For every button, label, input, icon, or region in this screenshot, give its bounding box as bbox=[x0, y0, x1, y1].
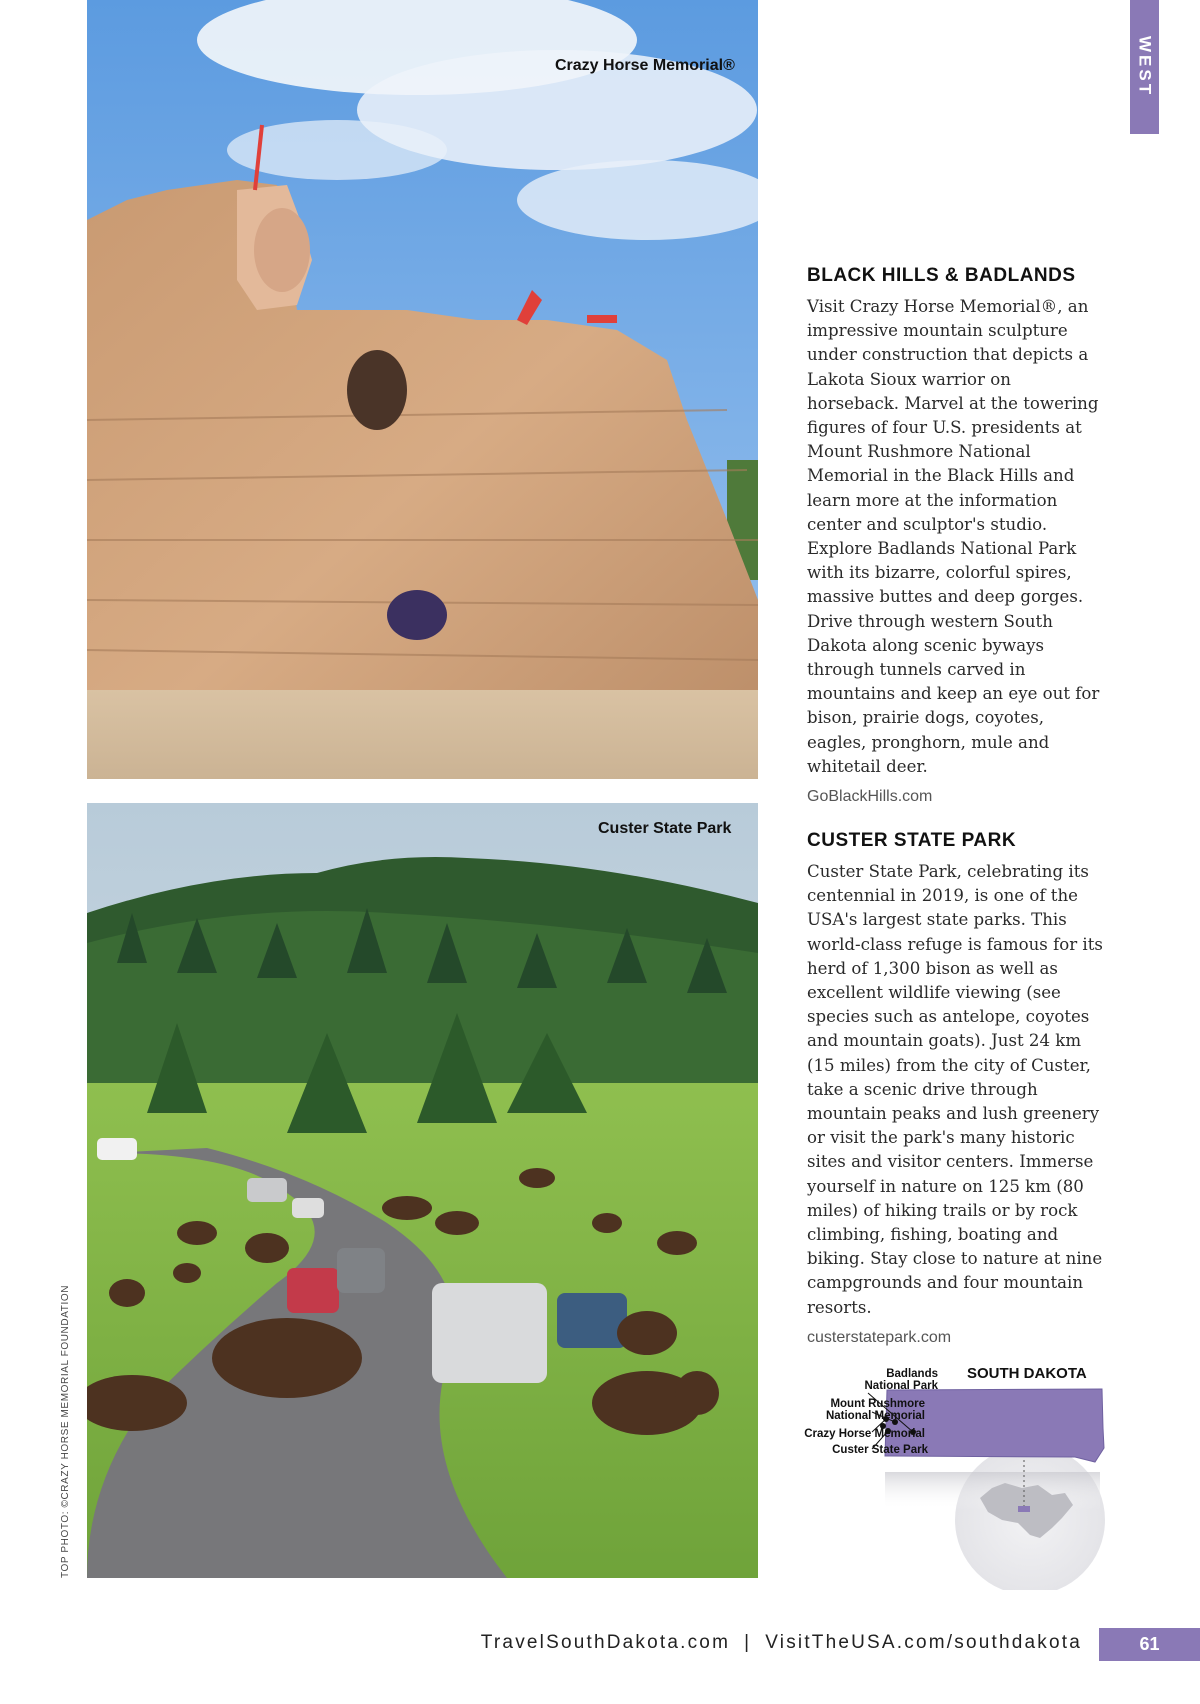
article-body: Custer State Park, celebrating its centennial in 2019, is one of the USA's largest state parks. This world-class refuge is famous for its herd of 1,300 bison as well as excellent wildlife viewing (see species such as antelope, coyotes and mountain goats). Just 24 km (15 miles) from the city of Custer, take a scenic drive through mountain peaks and lush greenery or visit the park's many historic sites and visitor centers. Immerse yourself in nature on 125 km (80 miles) of hiking trails or by rock climbing, fishing, boating and biking. Stay close to nature at nine campgrounds and four mountain resorts. bbox=[807, 862, 1103, 1317]
website-link[interactable]: GoBlackHills.com bbox=[807, 788, 933, 806]
article-body: Visit Crazy Horse Memorial®, an impressive mountain sculpture under construction that depicts a Lakota Sioux warrior on horseback. Marvel at the towering figures of four U.S. presidents at Mount Rushmore National Memorial in the Black Hills and learn more at the information center and sculptor's studio. Explore Badlands National Park with its bizarre, colorful spires, massive buttes and deep gorges. Drive through western South Dakota along scenic byways through tunnels carved in mountains and keep an eye out for bison, prairie dogs, coyotes, eagles, pronghorn, mule and whitetail deer. bbox=[807, 297, 1100, 776]
page-number bbox=[1099, 1628, 1200, 1661]
section-tab-west bbox=[1130, 0, 1159, 134]
map-label-custer: Custer State Park bbox=[832, 1444, 928, 1456]
photo-credit: TOP PHOTO: ©CRAZY HORSE MEMORIAL FOUNDATION bbox=[60, 1284, 71, 1578]
map-label-rushmore: Mount Rushmore National Memorial bbox=[825, 1398, 925, 1422]
article-heading: BLACK HILLS & BADLANDS bbox=[807, 265, 1076, 286]
article-heading: CUSTER STATE PARK bbox=[807, 830, 1017, 851]
footer-link-visittheusa[interactable]: VisitTheUSA.com/southdakota bbox=[765, 1632, 1082, 1653]
photo-caption-custer: Custer State Park bbox=[598, 820, 732, 837]
website-link[interactable]: custerstatepark.com bbox=[807, 1328, 952, 1346]
crazy-horse-photo bbox=[87, 0, 758, 779]
page-number-label: 61 bbox=[1139, 1634, 1160, 1654]
map-label-badlands: Badlands National Park bbox=[864, 1368, 938, 1392]
footer-separator: | bbox=[744, 1632, 752, 1653]
footer bbox=[481, 1632, 1082, 1654]
section-tab-label: WEST bbox=[1135, 36, 1155, 98]
custer-state-park-photo bbox=[87, 803, 758, 1578]
map-title: SOUTH DAKOTA bbox=[967, 1365, 1087, 1382]
article-black-hills bbox=[807, 265, 1107, 806]
locator-map bbox=[790, 1360, 1120, 1590]
photo-caption-crazy-horse: Crazy Horse Memorial® bbox=[555, 57, 735, 74]
footer-link-travelsouthdakota[interactable]: TravelSouthDakota.com bbox=[480, 1632, 731, 1653]
article-custer-state-park bbox=[807, 830, 1107, 1347]
map-label-crazy-horse: Crazy Horse Memorial bbox=[804, 1428, 925, 1440]
